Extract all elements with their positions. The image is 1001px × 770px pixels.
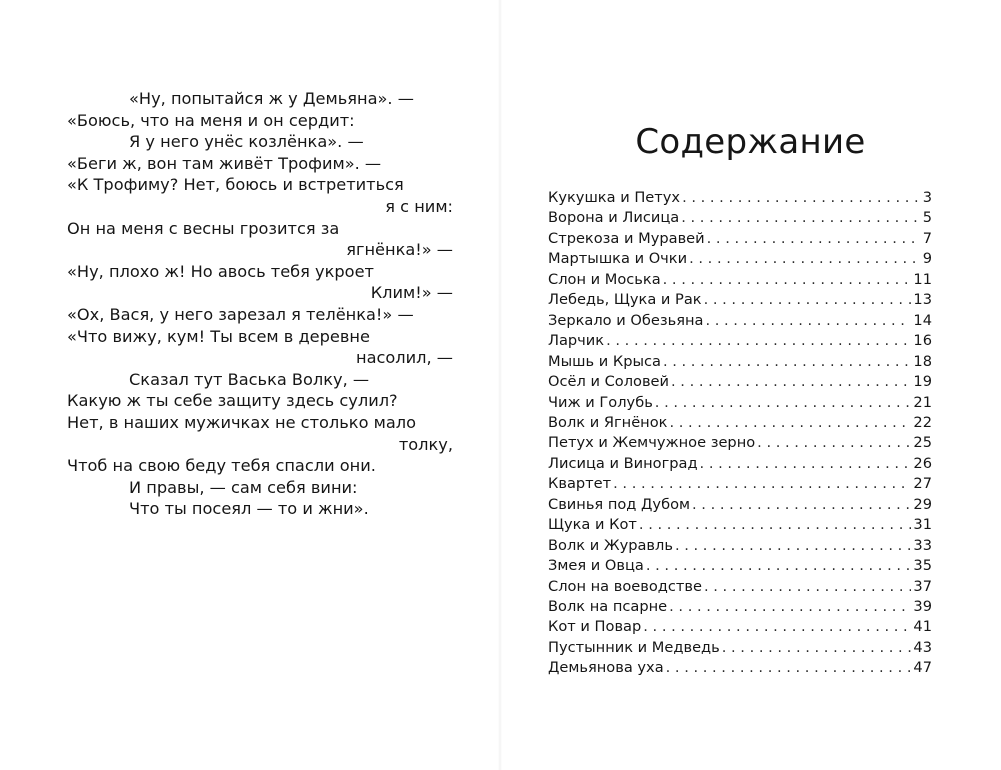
toc-leader-dots <box>681 208 920 228</box>
poem-line: «Ну, плохо ж! Но авось тебя укроет <box>67 261 374 281</box>
toc-entry[interactable] <box>548 454 932 474</box>
toc-leader-dots <box>613 474 911 494</box>
toc-entry-title: Слон на воеводстве <box>548 577 702 595</box>
toc-entry-title: Щука и Кот <box>548 516 637 534</box>
toc-leader-dots <box>722 638 912 658</box>
toc-entry[interactable] <box>548 658 932 678</box>
toc-entry[interactable] <box>548 290 932 310</box>
toc-entry[interactable] <box>548 556 932 576</box>
toc-entry-title: Мышь и Крыса <box>548 352 661 370</box>
toc-leader-dots <box>757 433 911 453</box>
toc-page-number: 27 <box>913 475 932 493</box>
poem-line: «Что вижу, кум! Ты всем в деревне <box>67 326 370 346</box>
toc-leader-dots <box>663 270 912 290</box>
toc-entry-title: Ворона и Лисица <box>548 209 680 227</box>
poem-line: толку, <box>398 434 453 454</box>
toc-page-number: 29 <box>913 495 932 513</box>
toc-leader-dots <box>689 249 921 269</box>
toc-entry-title: Осёл и Соловей <box>548 373 670 391</box>
toc-entry[interactable] <box>548 413 932 433</box>
toc-entry[interactable] <box>548 208 932 228</box>
toc-entry-title: Пустынник и Медведь <box>548 638 720 656</box>
poem-line: я с ним: <box>385 197 453 216</box>
toc-page-number: 22 <box>913 413 932 431</box>
toc-entry-title: Стрекоза и Муравей <box>548 229 705 247</box>
toc-page-number: 43 <box>913 638 932 656</box>
toc-entry[interactable] <box>548 597 932 617</box>
toc-entry[interactable] <box>548 352 932 372</box>
toc-entry-title: Петух и Жемчужное зерно <box>548 434 756 452</box>
poem-line: Чтоб на свою беду тебя спасли они. <box>67 456 376 476</box>
poem-line: Клим!» — <box>370 283 453 303</box>
toc-entry-title: Волк на псарне <box>548 598 668 615</box>
toc-leader-dots <box>671 372 911 392</box>
toc-leader-dots <box>669 597 911 617</box>
toc-entry[interactable] <box>548 638 932 658</box>
toc-leader-dots <box>669 413 911 433</box>
toc-entry[interactable] <box>548 536 932 556</box>
toc-leader-dots <box>707 229 921 249</box>
toc-page-number: 37 <box>913 577 932 595</box>
poem-line: «Боюсь, что на меня и он сердит: <box>67 110 355 130</box>
toc-entry[interactable] <box>548 577 932 597</box>
toc-leader-dots <box>643 617 911 637</box>
toc-entry[interactable] <box>548 229 932 249</box>
toc-leader-dots <box>639 515 912 535</box>
toc-page-number: 39 <box>913 598 932 615</box>
poem-line: Я у него унёс козлёнка». — <box>129 132 364 152</box>
toc-leader-dots <box>655 393 912 413</box>
toc-entry-title: Лебедь, Щука и Рак <box>548 291 702 309</box>
toc-entry-title: Свинья под Дубом <box>548 495 691 513</box>
left-page <box>0 0 500 770</box>
toc-leader-dots <box>646 556 912 576</box>
toc-entry[interactable] <box>548 474 932 494</box>
toc-entry[interactable] <box>548 311 932 331</box>
toc-leader-dots <box>704 290 912 310</box>
toc-leader-dots <box>663 352 911 372</box>
right-page <box>500 0 1001 770</box>
toc-entry[interactable] <box>548 372 932 392</box>
poem-line: Нет, в наших мужичках не столько мало <box>67 413 416 432</box>
poem-line: Какую ж ты себе защиту здесь сулил? <box>67 391 398 411</box>
poem-line: Что ты посеял — то и жни». <box>129 499 369 519</box>
toc-leader-dots <box>682 188 921 208</box>
toc-entry-title: Волк и Журавль <box>548 536 673 554</box>
toc-entry-title: Квартет <box>548 475 612 493</box>
poem-line: насолил, — <box>356 348 453 368</box>
toc-page-number: 26 <box>913 454 932 472</box>
toc-page-number: 14 <box>913 311 932 329</box>
toc-leader-dots <box>675 536 911 556</box>
toc-entry[interactable] <box>548 249 932 269</box>
toc-entry-title: Мартышка и Очки <box>548 250 688 268</box>
toc-page-number: 7 <box>922 229 932 247</box>
toc-page-number: 41 <box>913 618 932 636</box>
toc-page-number: 9 <box>922 250 932 268</box>
toc-entry[interactable] <box>548 270 932 290</box>
toc-page-number: 5 <box>922 209 932 227</box>
toc-leader-dots <box>692 495 911 515</box>
poem-line: Сказал тут Васька Волку, — <box>129 369 370 389</box>
toc-entry[interactable] <box>548 515 932 535</box>
poem-line: Он на меня с весны грозится за <box>67 218 340 238</box>
toc-entry-title: Зеркало и Обезьяна <box>548 311 704 329</box>
toc-leader-dots <box>700 454 912 474</box>
toc-entry-title: Чиж и Голубь <box>548 393 653 411</box>
toc-page-number: 16 <box>913 332 932 350</box>
toc-page-number: 3 <box>922 189 932 206</box>
toc-entry-title: Слон и Моська <box>548 270 661 288</box>
poem-line: «Ох, Вася, у него зарезал я телёнка!» — <box>67 305 414 324</box>
toc-page-number: 18 <box>913 352 932 370</box>
poem-line: «Беги ж, вон там живёт Трофим». — <box>67 153 382 173</box>
toc-entry-title: Кукушка и Петух <box>548 189 681 206</box>
toc-page-number: 19 <box>913 373 932 391</box>
toc-entry[interactable] <box>548 495 932 515</box>
toc-leader-dots <box>606 331 911 351</box>
toc-page-number: 13 <box>913 291 932 309</box>
toc-entry-title: Ларчик <box>548 332 605 350</box>
toc-page-number: 11 <box>913 270 932 288</box>
toc-entry[interactable] <box>548 393 932 413</box>
toc-page-number: 47 <box>913 659 932 677</box>
poem-line: ягнёнка!» — <box>346 240 453 260</box>
toc-entry-title: Волк и Ягнёнок <box>548 413 668 431</box>
toc-entry-title: Лисица и Виноград <box>548 454 698 472</box>
poem-line: «К Трофиму? Нет, боюсь и встретиться <box>67 175 404 195</box>
toc-entry[interactable] <box>548 433 932 453</box>
toc-page-number: 35 <box>913 557 932 575</box>
toc-page-number: 21 <box>913 393 932 411</box>
toc-entry[interactable] <box>548 331 932 351</box>
toc-entry[interactable] <box>548 188 932 208</box>
toc-entry-title: Кот и Повар <box>548 618 642 636</box>
toc-entry-title: Демьянова уха <box>548 659 664 677</box>
toc-entry[interactable] <box>548 617 932 637</box>
toc-leader-dots <box>705 311 911 331</box>
poem-line: «Ну, попытайся ж у Демьяна». — <box>129 89 414 108</box>
toc-page-number: 31 <box>913 516 932 534</box>
toc-leader-dots <box>704 577 911 597</box>
toc-leader-dots <box>666 658 912 678</box>
toc-page-number: 25 <box>913 434 932 452</box>
toc-title: Содержание <box>635 122 866 162</box>
toc-page-number: 33 <box>913 536 932 554</box>
poem-line: И правы, — сам себя вини: <box>129 477 358 497</box>
toc-entry-title: Змея и Овца <box>548 557 644 575</box>
